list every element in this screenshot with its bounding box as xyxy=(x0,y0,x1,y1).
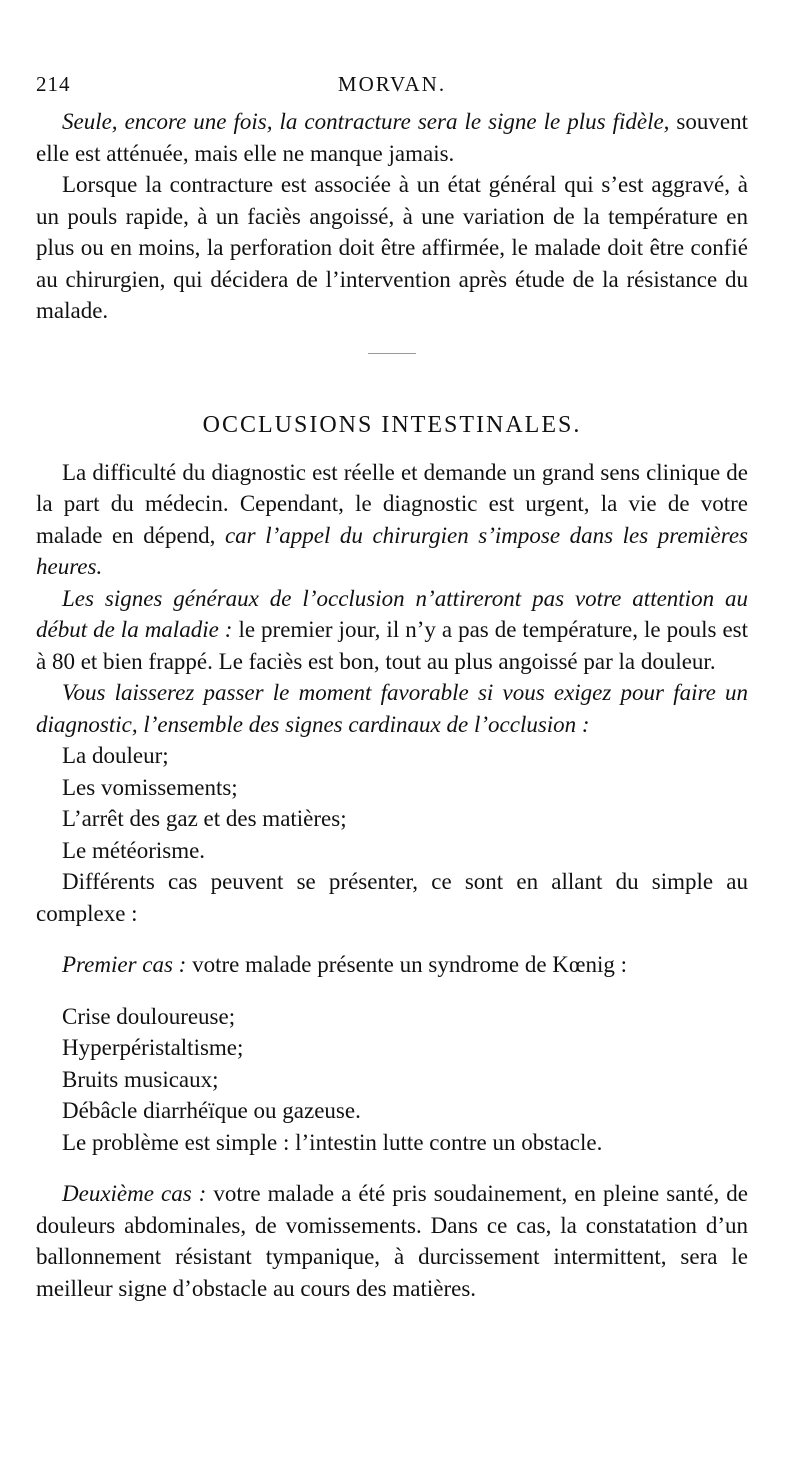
running-title: MORVAN. xyxy=(337,72,447,96)
list-item: Crise douloureuse; xyxy=(62,1003,236,1029)
intro-paragraph-1 xyxy=(36,106,748,169)
list-item: Les vomissements; xyxy=(62,774,238,800)
list-item: Hyperpéristaltisme; xyxy=(62,1035,244,1060)
list-item: Le météorisme. xyxy=(62,837,206,863)
cardinal-signs-list xyxy=(36,740,748,866)
paragraph-text: le premier jour, il n’y a pas de température, le pouls est à 80 et bien frappé. Le faciès est bon, tout au plus angoissé par la douleur. xyxy=(36,617,748,674)
emphasis: car l’appel du chirurgien s’impose dans les premières heures. xyxy=(36,522,748,579)
book-page xyxy=(36,72,748,1304)
section-paragraph-2 xyxy=(36,583,748,678)
case-1-heading xyxy=(36,949,748,981)
case-label: Premier cas : xyxy=(62,952,187,977)
case-1-conclusion: Le problème est simple : l’intestin lutte contre un obstacle. xyxy=(62,1129,603,1155)
paragraph-text: votre malade présente un syndrome de Kœnig : xyxy=(186,952,628,977)
section-paragraph-1 xyxy=(36,457,748,583)
emphasis: Vous laisserez passer le moment favorable si vous exigez pour faire un diagnostic, l’ensemble des signes cardinaux de l’occlusion : xyxy=(36,680,748,737)
list-item: Bruits musicaux; xyxy=(62,1066,219,1092)
list-item: La douleur; xyxy=(62,743,169,768)
emphasis: Seule, encore une fois, la contracture sera le signe le plus fidèle, xyxy=(62,109,670,134)
case-1-list xyxy=(36,1001,748,1159)
emphasis: Les signes généraux de l’occlusion n’attireront pas votre attention au début de la maladie : xyxy=(36,585,748,642)
list-item: Débâcle diarrhéïque ou gazeuse. xyxy=(62,1098,361,1123)
section-paragraph-3 xyxy=(36,677,748,740)
page-number: 214 xyxy=(36,72,71,96)
paragraph-text: La difficulté du diagnostic est réelle et demande un grand sens clinique de la part du médecin. Cependant, le diagnostic est urgent, la vie de votre malade en dépend, xyxy=(36,459,748,548)
case-label: Deuxième cas : xyxy=(62,1181,207,1206)
intro-paragraph-2: Lorsque la contracture est associée à un état général qui s’est aggravé, à un pouls rapide, à un faciès angoissé, à une variation de la température en plus ou en moins, la perforation doit être affirmée, le malade doit être confié au chirurgien, qui décidera de l’intervention après étude de la résistance du malade. xyxy=(36,172,748,323)
section-separator xyxy=(368,353,416,354)
paragraph-text: votre malade a été pris soudainement, en pleine santé, de douleurs abdominales, de vomissements. Dans ce cas, la constatation d’un ballonnement résistant tympanique, à durcissement intermittent, sera le meilleur signe d’obstacle au cours des matières. xyxy=(36,1181,748,1301)
list-item: L’arrêt des gaz et des matières; xyxy=(62,806,347,831)
section-title: OCCLUSIONS INTESTINALES. xyxy=(202,411,582,438)
section-paragraph-4: Différents cas peuvent se présenter, ce sont en allant du simple au complexe : xyxy=(36,869,748,926)
paragraph-text: souvent elle est atténuée, mais elle ne manque jamais. xyxy=(36,109,748,166)
page-header xyxy=(36,72,748,106)
case-2-paragraph xyxy=(36,1178,748,1304)
